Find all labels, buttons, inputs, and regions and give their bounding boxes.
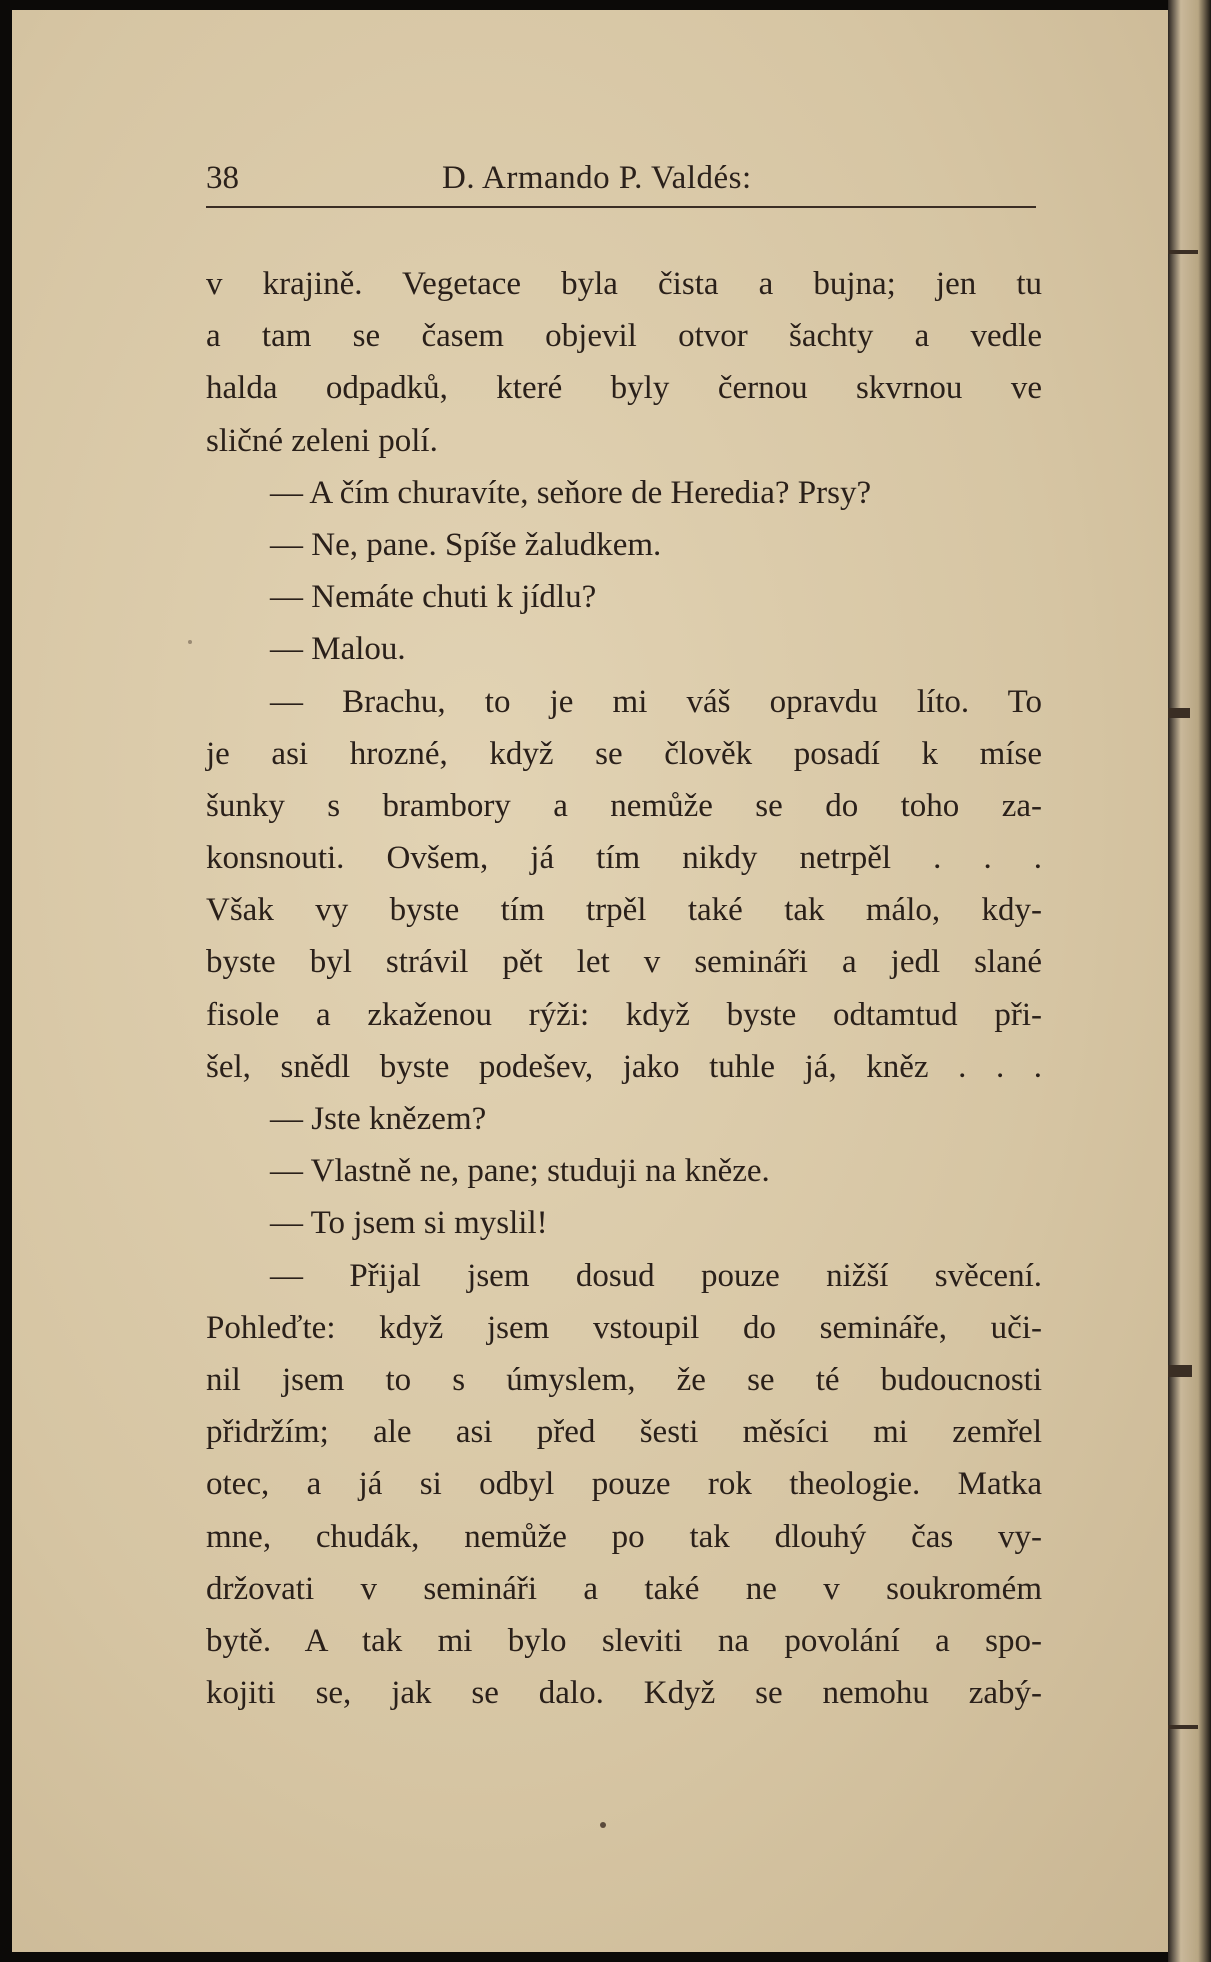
dialogue-line: — Nemáte chuti k jídlu? xyxy=(270,579,597,616)
text-line: sličné zeleni polí. xyxy=(206,422,438,459)
text-line: přidržím; ale asi před šesti měsíci mi zemřel xyxy=(206,1414,1042,1451)
page-header xyxy=(206,160,1036,208)
book-spine-edge xyxy=(1168,0,1211,1962)
dialogue-line: — Vlastně ne, pane; studuji na kněze. xyxy=(270,1153,770,1190)
text-line: šel, snědl byste podešev, jako tuhle já, kněz . . . xyxy=(206,1048,1042,1085)
running-head: D. Armando P. Valdés: xyxy=(442,160,752,196)
dialogue-line: — A čím churavíte, seňore de Heredia? Prsy? xyxy=(270,474,872,511)
text-line: Však vy byste tím trpěl také tak málo, kdy- xyxy=(206,892,1042,929)
text-line: držovati v semináři a také ne v soukromém xyxy=(206,1570,1042,1607)
text-line: je asi hrozné, když se člověk posadí k míse xyxy=(206,735,1042,772)
dialogue-line: — Malou. xyxy=(270,631,406,668)
text-line: mne, chudák, nemůže po tak dlouhý čas vy- xyxy=(206,1518,1042,1555)
spine-mark xyxy=(1168,1365,1192,1377)
text-line: v krajině. Vegetace byla čista a bujna; jen tu xyxy=(206,266,1042,302)
text-line: konsnouti. Ovšem, já tím nikdy netrpěl . . . xyxy=(206,840,1042,877)
text-line: byste byl strávil pět let v semináři a jedl slané xyxy=(206,944,1042,981)
text-line: bytě. A tak mi bylo sleviti na povolání a spo- xyxy=(206,1622,1042,1659)
paper-speck xyxy=(188,640,192,644)
dialogue-line: — To jsem si myslil! xyxy=(270,1205,548,1242)
spine-mark xyxy=(1168,250,1198,254)
spine-mark xyxy=(1168,1725,1198,1729)
text-line: kojiti se, jak se dalo. Když se nemohu zabý- xyxy=(206,1675,1042,1712)
header-rule xyxy=(206,206,1036,208)
spine-mark xyxy=(1168,708,1190,718)
text-line: nil jsem to s úmyslem, že se té budoucnosti xyxy=(206,1361,1042,1398)
text-line: šunky s brambory a nemůže se do toho za- xyxy=(206,787,1042,824)
text-line: halda odpadků, které byly černou skvrnou ve xyxy=(206,370,1042,407)
text-line: fisole a zkaženou rýži: když byste odtamtud při- xyxy=(206,996,1042,1033)
dialogue-line: — Jste knězem? xyxy=(270,1101,487,1137)
body-text xyxy=(206,258,1042,1719)
dialogue-line: — Přijal jsem dosud pouze nižší svěcení. xyxy=(270,1257,1042,1294)
book-page xyxy=(12,10,1168,1952)
dialogue-line: — Brachu, to je mi váš opravdu líto. To xyxy=(270,683,1042,720)
text-line: a tam se časem objevil otvor šachty a vedle xyxy=(206,318,1042,355)
text-line: otec, a já si odbyl pouze rok theologie. Matka xyxy=(206,1466,1042,1503)
paper-speck xyxy=(600,1822,606,1828)
dialogue-line: — Ne, pane. Spíše žaludkem. xyxy=(270,526,662,563)
page-number: 38 xyxy=(206,160,239,196)
text-line: Pohleďte: když jsem vstoupil do semináře, uči- xyxy=(206,1309,1042,1346)
